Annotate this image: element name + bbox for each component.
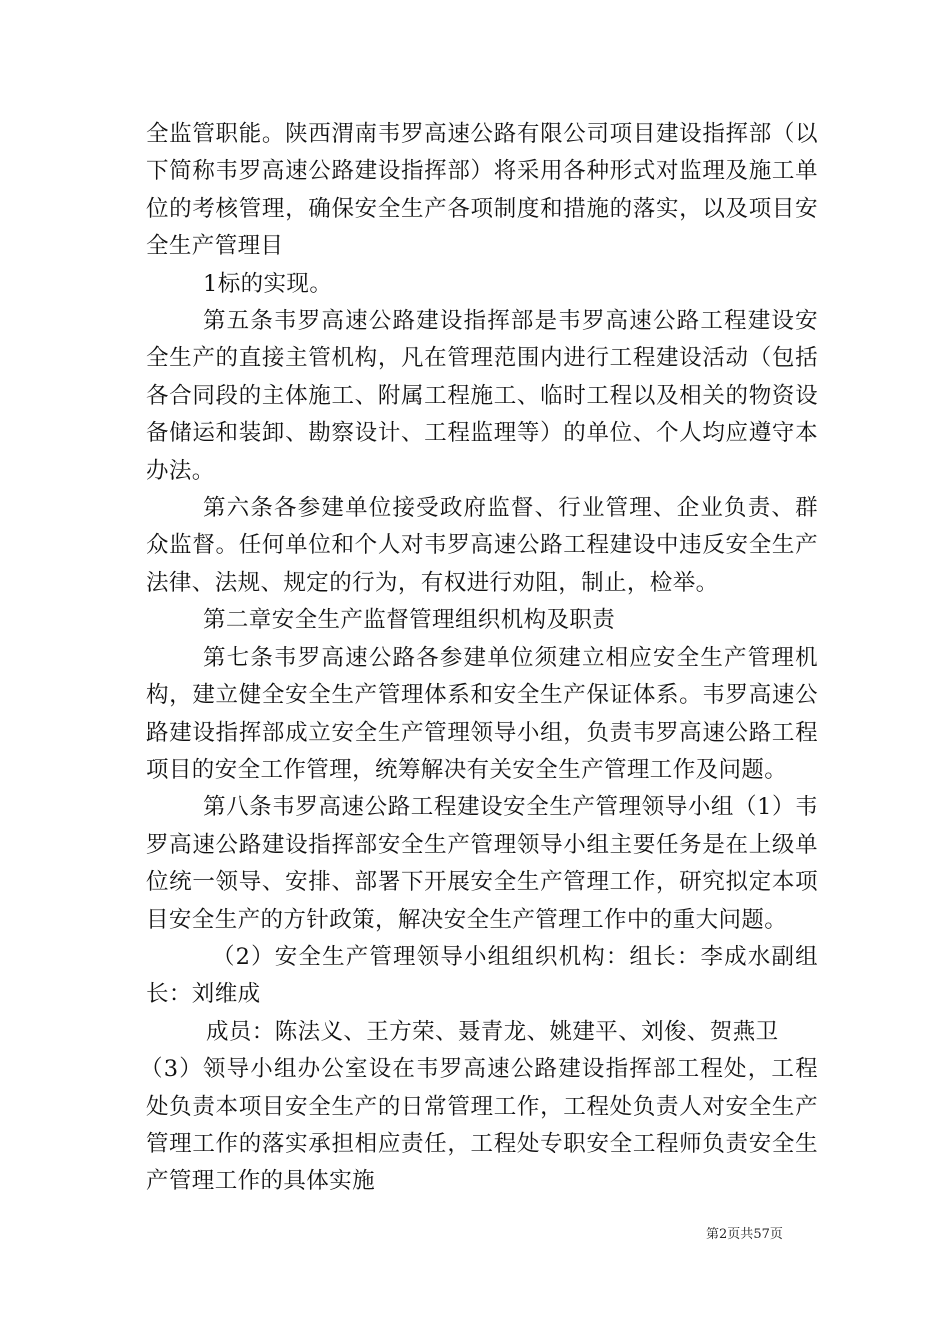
paragraph-leadership-group: （2）安全生产管理领导小组组织机构：组长：李成水副组长：刘维成 [146, 943, 818, 1008]
footer-total-pages: 57 [753, 1227, 770, 1242]
paragraph-article-5: 第五条韦罗高速公路建设指挥部是韦罗高速公路工程建设安全生产的直接主管机构，凡在管理范围内进行工程建设活动（包括各合同段的主体施工、附属工程施工、临时工程以及相关的物资设备储运和装卸、勘察设计、工程监理等）的单位、个人均应遵守本办法。 [146, 308, 818, 484]
document-body [140, 116, 818, 1201]
chapter-heading: 第二章安全生产监督管理组织机构及职责 [203, 607, 616, 634]
footer-page-number: 2 [719, 1227, 728, 1242]
footer-suffix: 页 [769, 1227, 783, 1242]
footer-middle: 页共 [727, 1227, 754, 1242]
paragraph-office: （3）领导小组办公室设在韦罗高速公路建设指挥部工程处，工程处负责本项目安全生产的日常管理工作，工程处负责人对安全生产管理工作的落实承担相应责任，工程处专职安全工程师负责安全生产管理工作的具体实施 [140, 1056, 818, 1195]
page-number-footer [706, 1227, 783, 1243]
paragraph-article-6: 第六条各参建单位接受政府监督、行业管理、企业负责、群众监督。任何单位和个人对韦罗高速公路工程建设中违反安全生产法律、法规、规定的行为，有权进行劝阻，制止，检举。 [146, 495, 818, 596]
paragraph-continuation: 全监管职能。陕西渭南韦罗高速公路有限公司项目建设指挥部（以下简称韦罗高速公路建设指挥部）将采用各种形式对监理及施工单位的考核管理，确保安全生产各项制度和措施的落实，以及项目安全生产管理目 [146, 121, 818, 260]
footer-prefix: 第 [706, 1227, 720, 1242]
paragraph-article-7: 第七条韦罗高速公路各参建单位须建立相应安全生产管理机构，建立健全安全生产管理体系和安全生产保证体系。韦罗高速公路建设指挥部成立安全生产管理领导小组，负责韦罗高速公路工程项目的安全工作管理，统筹解决有关安全生产管理工作及问题。 [146, 644, 818, 783]
paragraph-fragment: 1标的实现。 [203, 270, 333, 297]
paragraph-members: 成员：陈法义、王方荣、聂青龙、姚建平、刘俊、贺燕卫 [206, 1018, 779, 1045]
paragraph-article-8: 第八条韦罗高速公路工程建设安全生产管理领导小组（1）韦罗高速公路建设指挥部安全生产管理领导小组主要任务是在上级单位统一领导、安排、部署下开展安全生产管理工作，研究拟定本项目安全生产的方针政策，解决安全生产管理工作中的重大问题。 [146, 794, 818, 933]
